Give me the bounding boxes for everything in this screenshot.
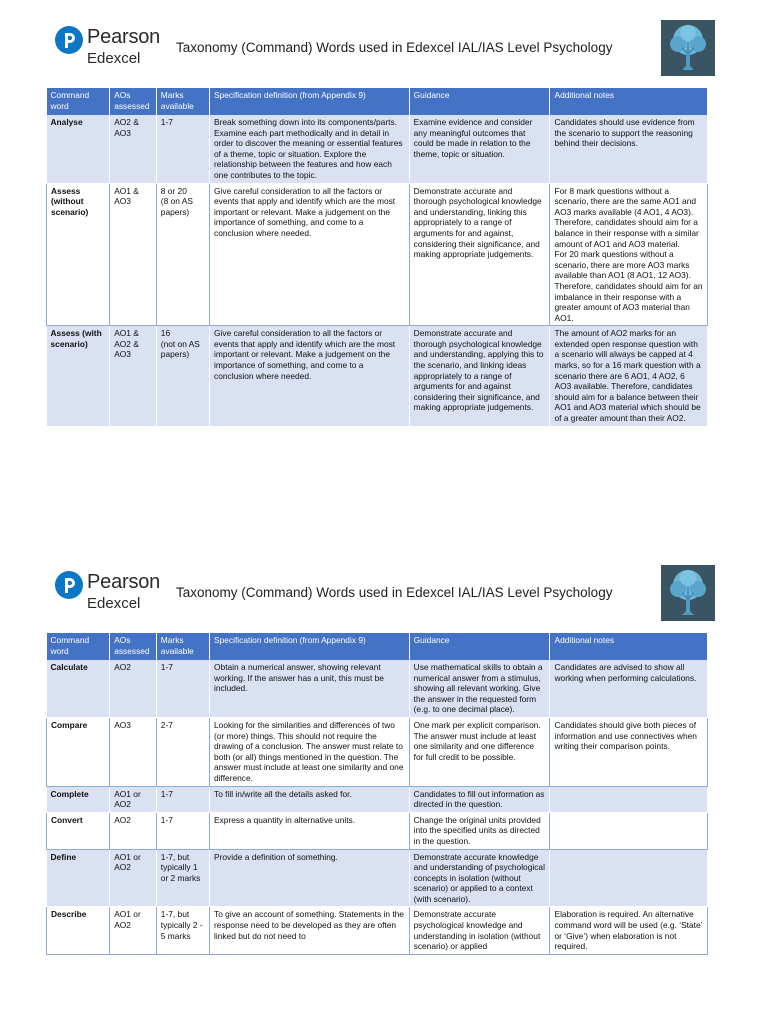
command-word: Compare — [47, 717, 110, 786]
marks-available: 1-7 — [156, 660, 209, 717]
aos-assessed: AO1 or AO2 — [110, 849, 157, 907]
aos-assessed: AO2 & AO3 — [110, 115, 157, 183]
command-word: Define — [47, 849, 110, 907]
specification-definition: Express a quantity in alternative units. — [210, 812, 410, 849]
document-page-1 — [0, 0, 768, 505]
table-row — [47, 115, 708, 183]
guidance: Demonstrate accurate and thorough psychological knowledge and understanding, applying this to the scenario, and linking ideas appropriately to a range of arguments for and against considering their significance, and making appropriate judgements. — [409, 326, 550, 426]
command-words-table — [46, 88, 708, 427]
command-word: Complete — [47, 786, 110, 812]
column-header-command-word: Command word — [47, 88, 110, 115]
marks-available: 16 (not on AS papers) — [156, 326, 209, 426]
column-header-notes: Additional notes — [550, 633, 708, 660]
pearson-logo — [55, 569, 165, 617]
specification-definition: Looking for the similarities and differences of two (or more) things. This should not require the drawing of a conclusion. The answer must relate to both (or all) things mentioned in the question. The answer must include at least one similarity and one difference. — [210, 717, 410, 786]
command-words-table — [46, 633, 708, 955]
command-word: Calculate — [47, 660, 110, 717]
table-row — [47, 326, 708, 426]
additional-notes: Candidates are advised to show all working when performing calculations. — [550, 660, 708, 717]
marks-available: 1-7 — [156, 812, 209, 849]
page-header — [0, 0, 768, 88]
document-title: Taxonomy (Command) Words used in Edexcel IAL/IAS Level Psychology — [176, 40, 613, 55]
guidance: Demonstrate accurate psychological knowledge and understanding in isolation (without scenario) or applied — [409, 907, 550, 954]
additional-notes: The amount of AO2 marks for an extended open response question with a scenario will always be capped at 4 marks, so for a 16 mark question with a scenario there are 6 AO1, 4 AO2, 6 AO3 available. Therefore, candidates should aim for a balance between their AO1 and AO3 material which should be of a greater amount than their AO2. — [550, 326, 708, 426]
pearson-logo-icon — [55, 571, 83, 599]
additional-notes: Elaboration is required. An alternative command word will be used (e.g. ‘State’ or ‘Give’) when elaboration is not required. — [550, 907, 708, 954]
marks-available: 2-7 — [156, 717, 209, 786]
aos-assessed: AO3 — [110, 717, 157, 786]
command-word: Describe — [47, 907, 110, 954]
table-header-row — [47, 88, 708, 115]
guidance: Demonstrate accurate and thorough psychological knowledge and understanding, linking this appropriately to a range of arguments for and against, considering their significance, and making appropriate judgements. — [409, 183, 550, 326]
specification-definition: Obtain a numerical answer, showing relevant working. If the answer has a unit, this must be included. — [210, 660, 410, 717]
column-header-aos: AOs assessed — [110, 88, 157, 115]
guidance: Examine evidence and consider any meaningful outcomes that could be made in relation to the theme, topic or situation. — [409, 115, 550, 183]
marks-available: 1-7, but typically 2 - 5 marks — [156, 907, 209, 954]
aos-assessed: AO1 & AO2 & AO3 — [110, 326, 157, 426]
column-header-notes: Additional notes — [550, 88, 708, 115]
tree-logo-icon — [661, 565, 715, 621]
column-header-command-word: Command word — [47, 633, 110, 660]
column-header-marks: Marks available — [156, 633, 209, 660]
column-header-marks: Marks available — [156, 88, 209, 115]
document-title: Taxonomy (Command) Words used in Edexcel IAL/IAS Level Psychology — [176, 585, 613, 600]
command-word: Assess (with scenario) — [47, 326, 110, 426]
additional-notes: Candidates should give both pieces of information and use connectives when writing their comparison points. — [550, 717, 708, 786]
command-word: Assess (without scenario) — [47, 183, 110, 326]
additional-notes — [550, 786, 708, 812]
logo-wordmark-pearson: Pearson — [87, 26, 161, 48]
table-row — [47, 717, 708, 786]
additional-notes — [550, 812, 708, 849]
table-row — [47, 849, 708, 907]
specification-definition: Give careful consideration to all the factors or events that apply and identify which are the most important or relevant. Make a judgement on the importance of something, and come to a conclusion where needed. — [210, 183, 410, 326]
pearson-logo — [55, 24, 165, 72]
table-row — [47, 812, 708, 849]
command-word: Analyse — [47, 115, 110, 183]
guidance: Change the original units provided into the specified units as directed in the question. — [409, 812, 550, 849]
marks-available: 1-7, but typically 1 or 2 marks — [156, 849, 209, 907]
marks-available: 8 or 20 (8 on AS papers) — [156, 183, 209, 326]
specification-definition: To give an account of something. Statements in the response need to be developed as they are often linked but do not need to — [210, 907, 410, 954]
logo-wordmark-edexcel: Edexcel — [87, 595, 141, 612]
guidance: Use mathematical skills to obtain a numerical answer from a stimulus, showing all relevant working. Give the answer in the requested form (e.g. to one decimal place). — [409, 660, 550, 717]
tree-logo-icon — [661, 20, 715, 76]
specification-definition: Break something down into its components/parts. Examine each part methodically and in detail in order to discover the meaning or essential features of a theme, topic or situation. Explore the relationship between the features and how each one contributes to the topic. — [210, 115, 410, 183]
aos-assessed: AO2 — [110, 660, 157, 717]
additional-notes — [550, 849, 708, 907]
aos-assessed: AO1 or AO2 — [110, 786, 157, 812]
aos-assessed: AO2 — [110, 812, 157, 849]
specification-definition: Provide a definition of something. — [210, 849, 410, 907]
column-header-definition: Specification definition (from Appendix 9) — [210, 633, 410, 660]
guidance: Candidates to fill out information as directed in the question. — [409, 786, 550, 812]
table-row — [47, 786, 708, 812]
specification-definition: To fill in/write all the details asked for. — [210, 786, 410, 812]
additional-notes: For 8 mark questions without a scenario, there are the same AO1 and AO3 marks available (4 AO1, 4 AO3). Therefore, candidates should aim for a balance in their response with a similar amount of AO1 and AO3 material. For 20 mark questions without a scenario, there are more AO3 marks available than AO1 (8 AO1, 12 AO3). Therefore, candidates should aim for an imbalance in their response with a greater amount of AO3 material than AO1. — [550, 183, 708, 326]
marks-available: 1-7 — [156, 115, 209, 183]
table-row — [47, 660, 708, 717]
specification-definition: Give careful consideration to all the factors or events that apply and identify which are the most important or relevant. Make a judgement on the importance of something, and come to a conclusion where needed. — [210, 326, 410, 426]
table-header-row — [47, 633, 708, 660]
guidance: Demonstrate accurate knowledge and understanding of psychological concepts in isolation (without scenario) or applied to a context (with scenario). — [409, 849, 550, 907]
column-header-definition: Specification definition (from Appendix 9) — [210, 88, 410, 115]
marks-available: 1-7 — [156, 786, 209, 812]
page-header — [0, 545, 768, 633]
column-header-guidance: Guidance — [409, 633, 550, 660]
aos-assessed: AO1 or AO2 — [110, 907, 157, 954]
column-header-guidance: Guidance — [409, 88, 550, 115]
command-word: Convert — [47, 812, 110, 849]
table-row — [47, 183, 708, 326]
aos-assessed: AO1 & AO3 — [110, 183, 157, 326]
pearson-logo-icon — [55, 26, 83, 54]
additional-notes: Candidates should use evidence from the scenario to support the reasoning behind their decisions. — [550, 115, 708, 183]
logo-wordmark-pearson: Pearson — [87, 571, 161, 593]
table-row — [47, 907, 708, 954]
logo-wordmark-edexcel: Edexcel — [87, 50, 141, 67]
document-page-2 — [0, 545, 768, 1024]
column-header-aos: AOs assessed — [110, 633, 157, 660]
guidance: One mark per explicit comparison. The answer must include at least one similarity and one difference for full credit to be possible. — [409, 717, 550, 786]
